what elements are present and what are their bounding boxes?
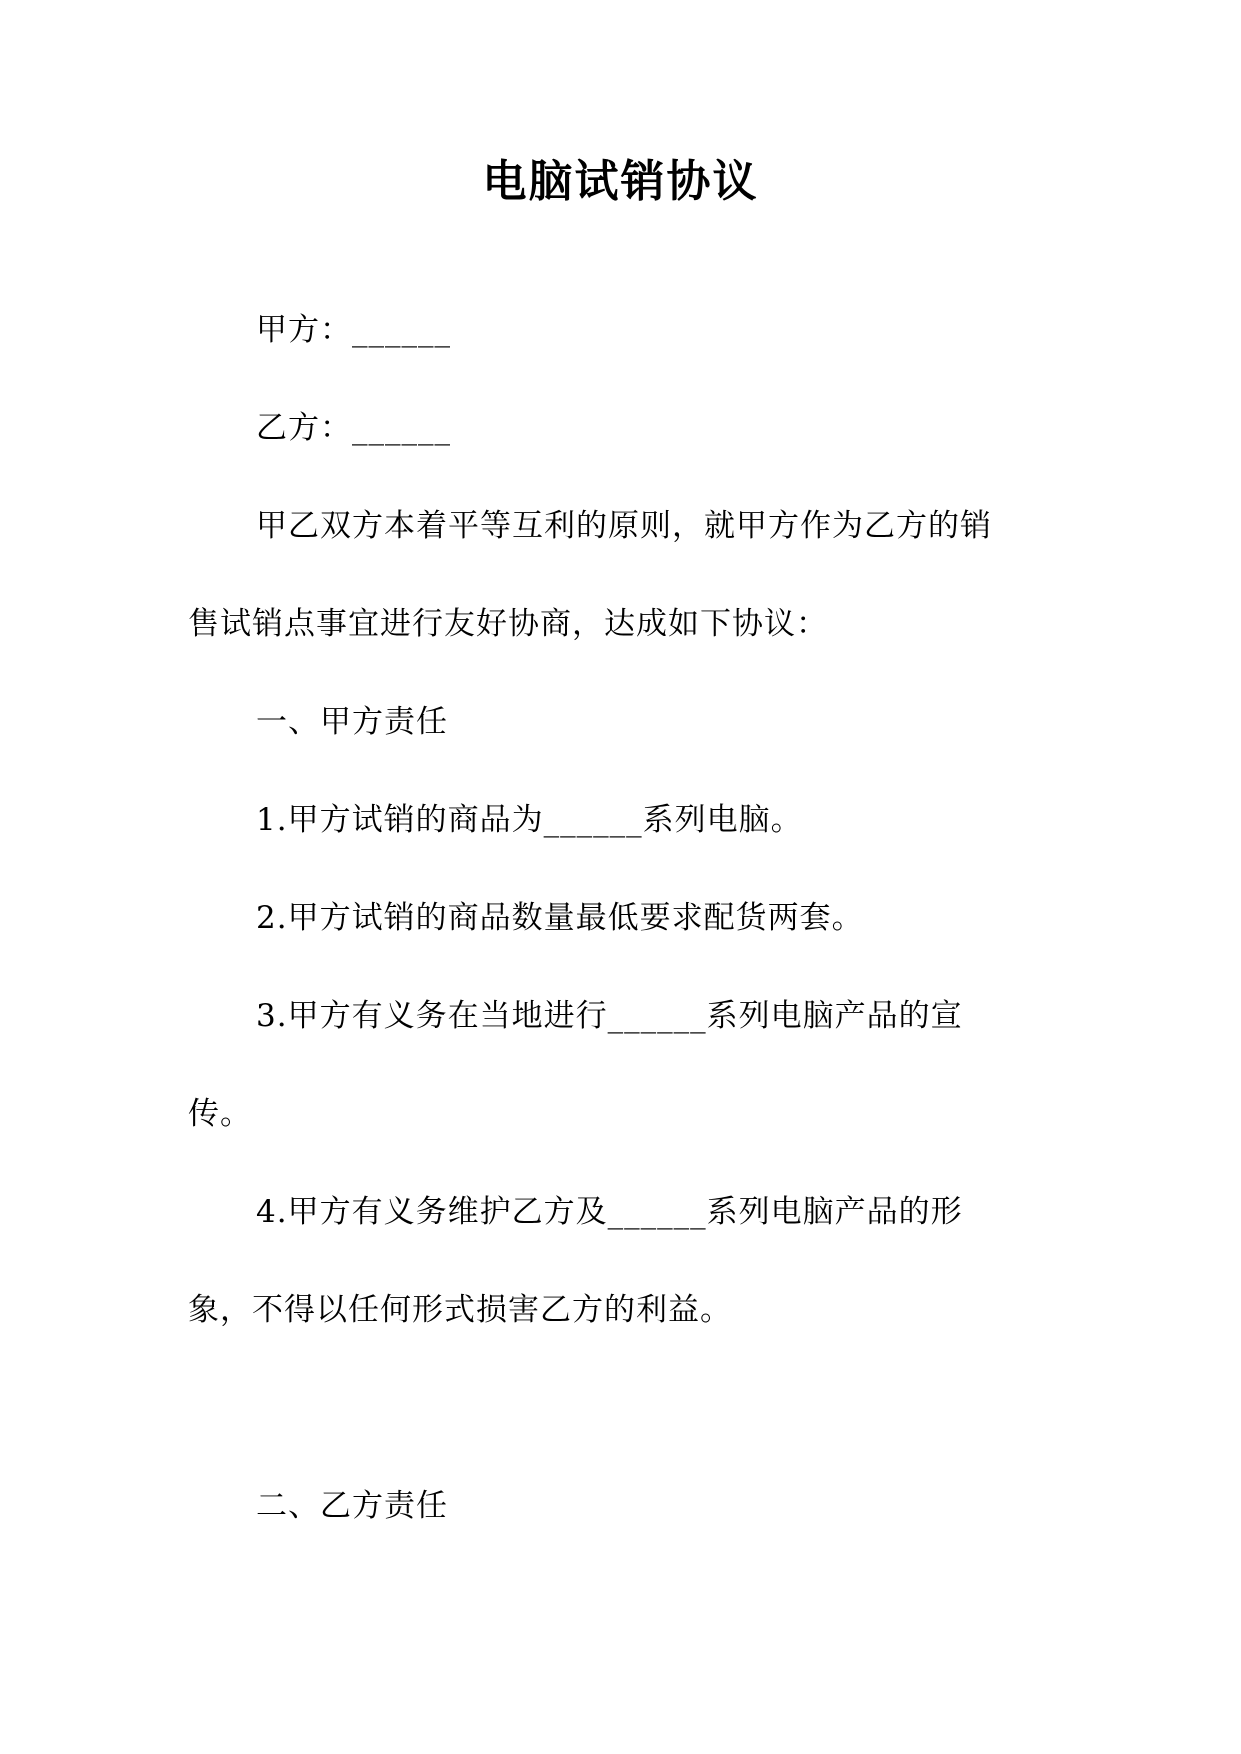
section-heading-party-a: 一、甲方责任 bbox=[256, 704, 448, 740]
clause-4-line-2: 象，不得以任何形式损害乙方的利益。 bbox=[188, 1292, 732, 1328]
section-heading-party-b: 二、乙方责任 bbox=[256, 1488, 448, 1524]
document-title: 电脑试销协议 bbox=[482, 156, 759, 207]
clause-3-line-1: 3.甲方有义务在当地进行______系列电脑产品的宣 bbox=[256, 998, 963, 1034]
clause-2: 2.甲方试销的商品数量最低要求配货两套。 bbox=[256, 900, 864, 936]
clause-3-line-2: 传。 bbox=[188, 1096, 252, 1132]
clause-1: 1.甲方试销的商品为______系列电脑。 bbox=[256, 802, 803, 838]
preamble-line-1: 甲乙双方本着平等互利的原则，就甲方作为乙方的销 bbox=[256, 508, 992, 544]
clause-4-line-1: 4.甲方有义务维护乙方及______系列电脑产品的形 bbox=[256, 1194, 963, 1230]
preamble-line-2: 售试销点事宜进行友好协商，达成如下协议： bbox=[188, 606, 828, 642]
party-b-line: 乙方：______ bbox=[256, 410, 451, 446]
party-a-line: 甲方：______ bbox=[256, 312, 451, 348]
